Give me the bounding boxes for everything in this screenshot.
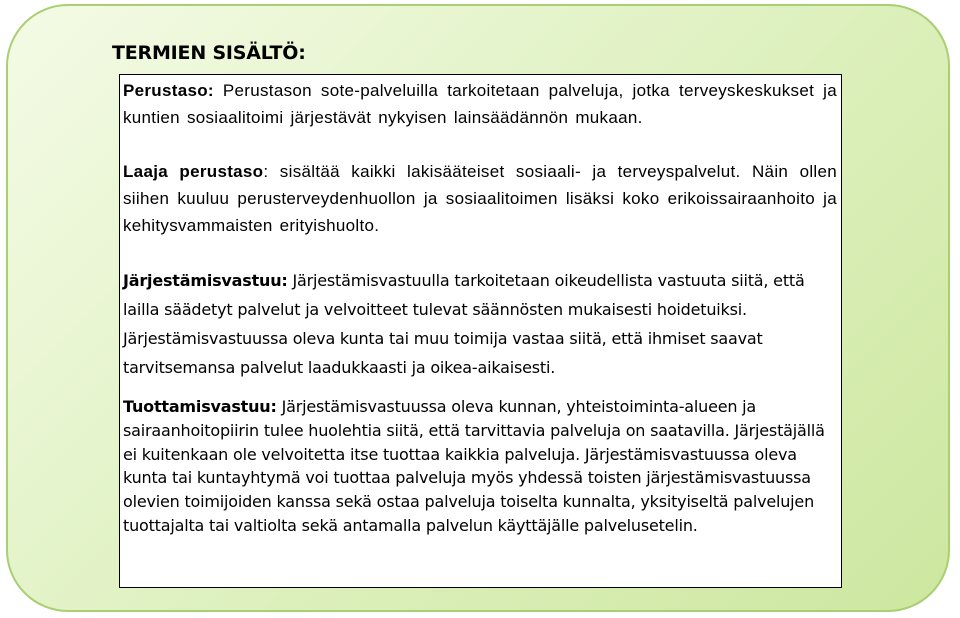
definition-text-laaja-perustaso: : sisältää kaikki lakisääteiset sosiaali- ja terveyspalvelut. Näin ollen siihen kuuluu perusterveydenhuollon ja sosiaalitoimen lisäksi koko erikoissairaanhoito ja kehitysvammaisten erityishuolto. [123,162,837,235]
definitions-box [119,74,842,588]
definition-text-perustaso: Perustason sote-palveluilla tarkoitetaan palveluja, jotka terveyskeskukset ja kuntien sosiaalitoimi järjestävät nykyisen lainsäädännön mukaan. [123,81,837,127]
term-tuottamisvastuu: Tuottamisvastuu: [123,397,277,416]
term-perustaso: Perustaso: [123,81,214,100]
definition-text-jarjestamisvastuu: Järjestämisvastuulla tarkoitetaan oikeudellista vastuuta siitä, että lailla säädetyt palvelut ja velvoitteet tulevat säännösten mukaisesti hoidetuiksi. Järjestämisvastuussa oleva kunta tai muu toimija vastaa siitä, että ihmiset saavat tarvitsemansa palvelut laadukkaasti ja oikea-aikaisesti. [123,271,805,377]
definition-text-tuottamisvastuu: Järjestämisvastuussa oleva kunnan, yhteistoiminta-alueen ja sairaanhoitopiirin tulee huolehtia siitä, että tarvittavia palveluja on saatavilla. Järjestäjällä ei kuitenkaan ole velvoitetta itse tuottaa kaikkia palveluja. Järjestämisvastuussa oleva kunta tai kuntayhtymä voi tuottaa palveluja myös yhdessä toisten järjestämisvastuussa olevien toimijoiden kanssa sekä ostaa palveluja toiselta kunnalta, yksityiseltä palvelujen tuottajalta tai valtiolta sekä antamalla palvelun käyttäjälle palvelusetelin. [123,397,825,535]
term-laaja-perustaso: Laaja perustaso [123,162,264,181]
definition-jarjestamisvastuu [123,266,837,382]
page-title: TERMIEN SISÄLTÖ: [112,42,306,64]
definition-perustaso [123,77,837,131]
term-jarjestamisvastuu: Järjestämisvastuu: [123,271,288,290]
definition-laaja-perustaso [123,158,837,239]
definition-tuottamisvastuu [123,395,837,538]
